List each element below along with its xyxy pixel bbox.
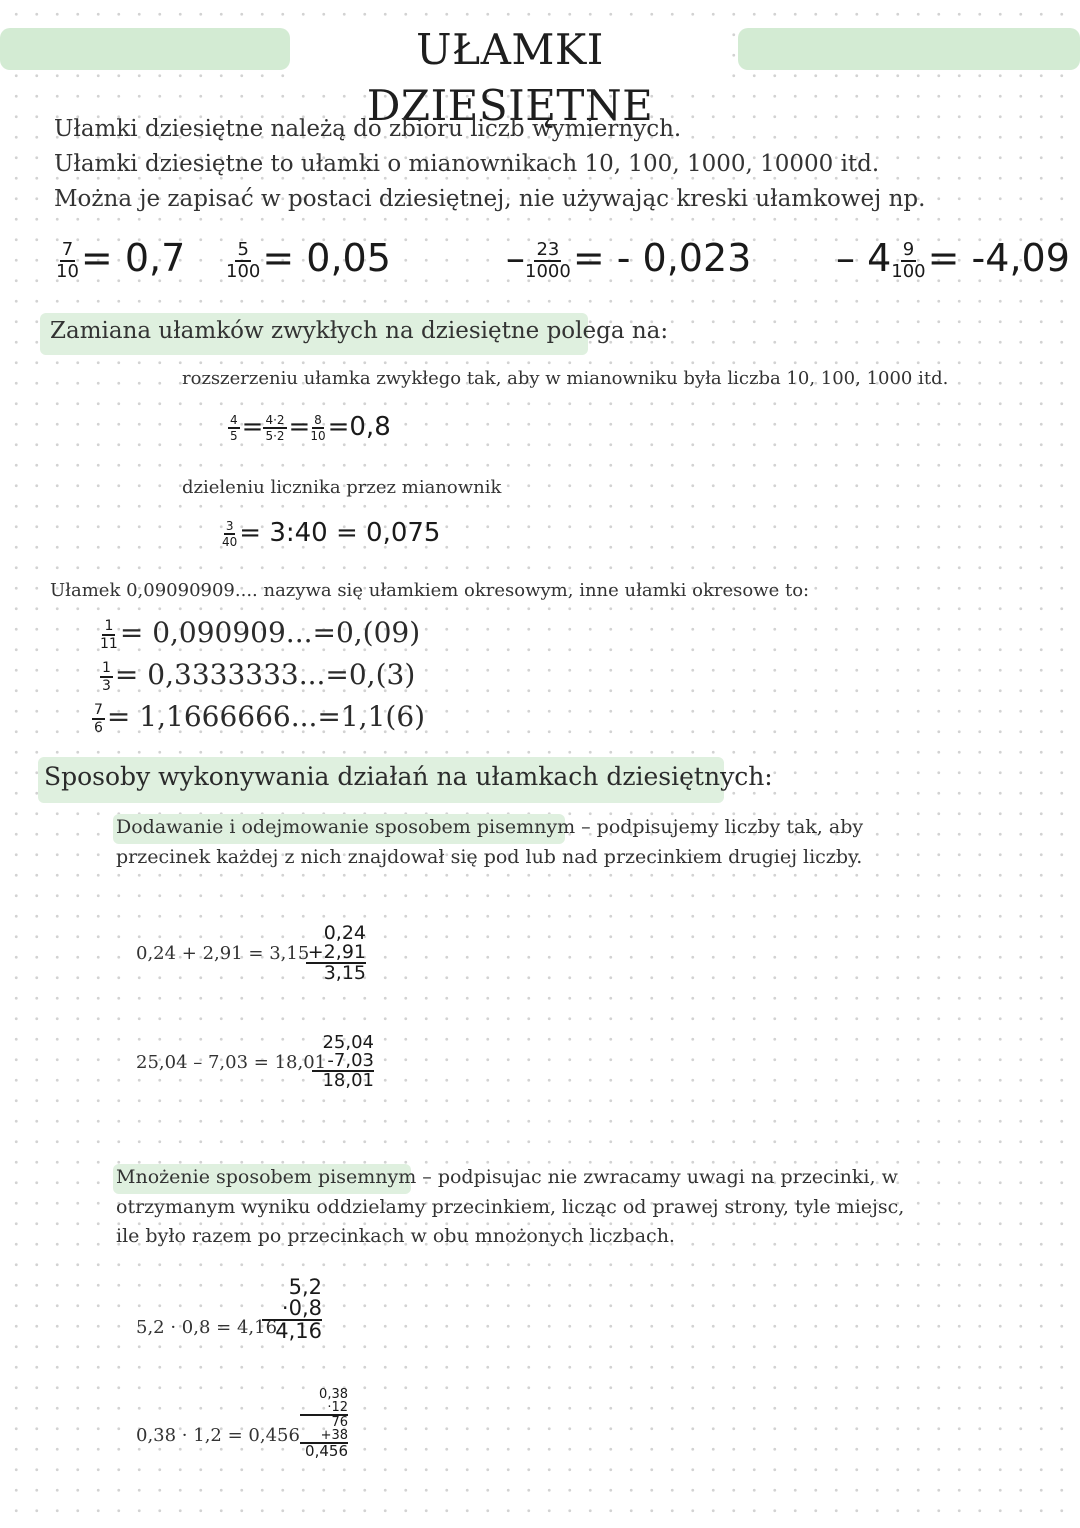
example-fraction-3: – $\frac{23}{1000}$ = - 0,023 (506, 236, 752, 282)
multiplication-column-2: 0,38 ·12 76 +38 0,456 (300, 1388, 348, 1459)
multiplication-equation-2: 0,38 · 1,2 = 0,456 (136, 1425, 300, 1446)
addition-column-2: 25,04 -7,03 18,01 (312, 1034, 374, 1090)
addition-column-1: 0,24 +2,91 3,15 (307, 922, 366, 984)
title-band-left (0, 28, 290, 70)
addition-label: Dodawanie i odejmowanie sposobem pisemnym (116, 816, 576, 838)
example-fraction-1: $\frac{7}{10}$ = 0,7 (56, 236, 186, 282)
conversion-heading: Zamiana ułamków zwykłych na dziesiętne polega na: (50, 318, 669, 344)
addition-equation-2: 25,04 – 7,03 = 18,01 (136, 1052, 327, 1073)
periodic-item-2: $\frac{1}{3}$ = 0,3333333...=0,(3) (102, 658, 416, 694)
addition-line-2: przecinek każdej z nich znajdował się pod lub nad przecinkiem drugiej liczby. (116, 846, 863, 868)
example-fraction-2: $\frac{5}{100}$ = 0,05 (226, 236, 391, 282)
periodic-item-3: $\frac{7}{6}$ = 1,1666666...=1,1(6) (94, 700, 426, 736)
addition-equation-1: 0,24 + 2,91 = 3,15 (136, 943, 310, 964)
title-band-right (738, 28, 1080, 70)
multiplication-column-1: 5,2 ·0,8 4,16 (262, 1277, 322, 1342)
conversion-method-2-example: $\frac{3}{40}$ = 3:40 = 0,075 (222, 518, 441, 549)
intro-line-2: Ułamki dziesiętne to ułamki o mianownikach 10, 100, 1000, 10000 itd. (54, 151, 880, 177)
multiplication-line-2: otrzymanym wyniku oddzielamy przecinkiem, licząc od prawej strony, tyle miejsc, (116, 1196, 905, 1218)
periodic-text: Ułamek 0,09090909.... nazywa się ułamkiem okresowym, inne ułamki okresowe to: (50, 580, 810, 601)
conversion-method-2: dzieleniu licznika przez mianownik (182, 477, 502, 498)
intro-line-1: Ułamki dziesiętne należą do zbioru liczb wymiernych. (54, 116, 682, 142)
conversion-method-1: rozszerzeniu ułamka zwykłego tak, aby w mianowniku była liczba 10, 100, 1000 itd. (182, 368, 949, 389)
multiplication-line-3: ile było razem po przecinkach w obu mnożonych liczbach. (116, 1225, 675, 1247)
multiplication-equation-1: 5,2 · 0,8 = 4,16 (136, 1317, 278, 1338)
periodic-item-1: $\frac{1}{11}$ = 0,090909...=0,(09) (100, 616, 421, 652)
multiplication-label: Mnożenie sposobem pisemnym (116, 1166, 417, 1188)
page-title: UŁAMKI DZIESIĘTNE (290, 22, 730, 78)
example-fraction-4: – 4 $\frac{9}{100}$ = -4,09 (836, 236, 1070, 282)
addition-line-1: Dodawanie i odejmowanie sposobem pisemnym – podpisujemy liczby tak, aby (116, 816, 864, 838)
operations-heading: Sposoby wykonywania działań na ułamkach dziesiętnych: (44, 762, 773, 791)
conversion-method-1-example: $\frac{4}{5}$ = $\frac{4\cdot 2}{5\cdot 2}$ = $\frac{8}{10}$ =0,8 (230, 412, 391, 443)
intro-line-3: Można je zapisać w postaci dziesiętnej, nie używając kreski ułamkowej np. (54, 186, 926, 212)
multiplication-line-1: Mnożenie sposobem pisemnym – podpisujac nie zwracamy uwagi na przecinki, w (116, 1166, 898, 1188)
